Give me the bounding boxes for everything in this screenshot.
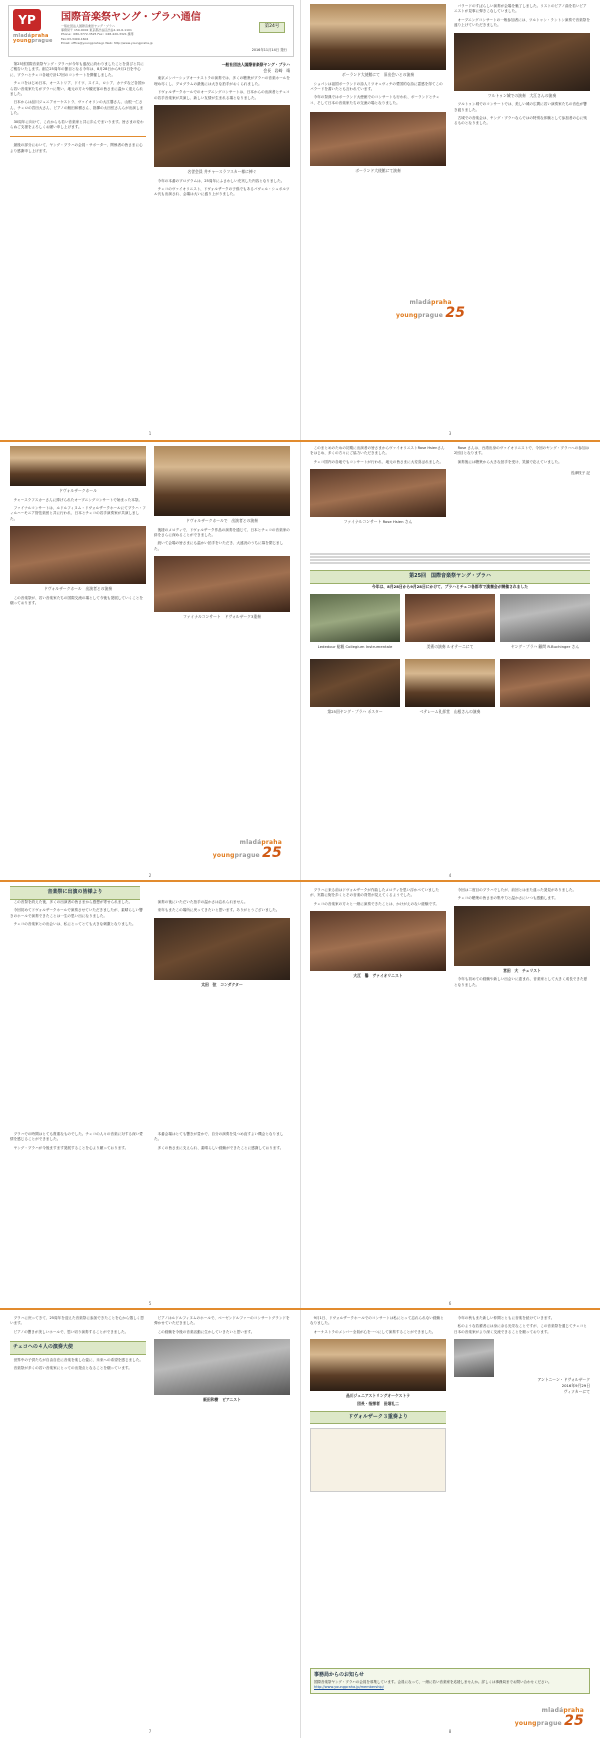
photo-caption: ツルトゥン城での演奏 大江さんの演奏	[487, 92, 557, 98]
section-title: チェコへの４人の演奏大使	[10, 1341, 146, 1355]
paragraph: ピアノの響きが美しいホールで、思い切り演奏することができました。	[13, 1329, 129, 1334]
issue-badge: 第24号	[259, 22, 285, 33]
photo-pianist	[154, 1339, 290, 1395]
section-title: 音楽祭に出演の皆様より	[10, 886, 140, 900]
paragraph: ドヴォルザークホールでのオープニングコンサートは、日本からの出演者とチェコの若手音楽家が共演し、新しい友情が生まれる場となりました。	[154, 90, 290, 100]
festival-logo: mladápraha youngprague 25	[396, 299, 466, 321]
festival-logo: mladápraha youngprague 25	[514, 1707, 584, 1729]
paragraph: 今年の秋もまた新しい仲間とともに音楽を続けていきます。	[457, 1316, 555, 1320]
section-title: ドヴォルザーク３重奏より	[310, 1411, 446, 1425]
photo-caption: ドヴォルザークホール 出演者との演奏	[43, 586, 113, 592]
paragraph: この経験を今後の音楽活動に生かしていきたいと思います。	[157, 1329, 255, 1334]
gallery-item: ヤング・プラハ 顧問 R.Buchinger さん	[500, 594, 590, 654]
newsletter-title: 国際音楽祭ヤング・プラハ通信	[61, 12, 201, 23]
photo-hall	[10, 446, 146, 486]
paragraph: 今年の本番のプログラムは、25周年にふさわしい充実した内容となりました。	[157, 178, 285, 183]
p5-col4	[154, 1132, 290, 1154]
music-staff-decoration	[310, 550, 590, 566]
page-number: 3	[448, 431, 452, 436]
paragraph: 30周年に向けて、これからも若い音楽家と共に歩んでまいります。皆さまの変わらぬご支援をよろしくお願い申し上げます。	[10, 119, 144, 129]
letter-date: 2016年9月29日	[561, 1382, 590, 1388]
page-number: 2	[148, 873, 152, 878]
paragraph: ショパンは祖国ポーランドの詩人ミツキェヴィチの愛国的な詩に霊感を得てこのバラードを書いたとも言われています。	[310, 81, 443, 92]
paragraph: プラハに戻ってきて、25周年を迎えた音楽祭に参加できたことを心から嬉しく思います。	[10, 1316, 144, 1326]
photo-cellist	[454, 906, 590, 966]
page-7	[0, 1308, 301, 1738]
gallery-item	[500, 659, 590, 719]
paragraph: 今回初めてドヴォルザークホールで演奏させていただきましたが、素晴らしい響きのホールで演奏できたことは一生の思い出になりました。	[10, 908, 143, 918]
p1-col2	[154, 62, 290, 201]
page-2	[0, 440, 301, 882]
p3-col1	[310, 4, 446, 178]
letter-place: ヴィソカーにて	[563, 1388, 590, 1394]
photo-caption: 宮田 大 チェリスト	[503, 967, 541, 973]
page-1	[0, 0, 301, 440]
paragraph: この音楽祭が、若い音楽家たちの国際交流の場として今後も発展していくことを願っております。	[10, 595, 143, 606]
p6-col1	[310, 888, 446, 991]
p4-col1	[310, 446, 446, 529]
paragraph: 日本からは品川ジュニアオーケストラ、ヴァイオリンの大江馨さん、山根一仁さん、チェロの宮田大さん、ピアノの飯田和樹さん、指揮の太田弦さんらが出演しました。	[10, 100, 144, 116]
photo-violinist	[310, 911, 446, 971]
p1-col1	[10, 62, 146, 201]
paragraph: ファイナルコンサートは、ルドルフィヌム・ドヴォルザークホールにてプラハ・フィルハーモニア管弦楽団と共に行われ、日本とチェコの若手演奏家が共演しました。	[10, 506, 146, 521]
paragraph: 多くの皆さまに支えられ、素晴らしい経験ができたことに感謝しております。	[157, 1145, 284, 1150]
paragraph: チェコをはじめ日本、オーストリア、ドイツ、スイス、ロシア、カナダなど各国から若い音楽家たちがプラハに集い、地元の方々や観光客の皆さまに温かく迎えられました。	[10, 81, 146, 96]
p8-col2	[454, 1316, 590, 1492]
masthead-logo: YP mladápraha youngprague	[13, 9, 55, 53]
paragraph: 今回は二度目のプラハでしたが、前回とはまた違った発見がありました。	[457, 888, 577, 892]
gallery-item: Lededour 総観 Collegium Instrumentale	[310, 594, 400, 654]
page-number: 1	[148, 431, 152, 436]
issue-date: 2016年11月14日 発行	[251, 47, 287, 52]
paragraph: チェコの音楽家の方々と一緒に演奏できたことは、かけがえのない経験です。	[313, 901, 439, 906]
handwritten-letter	[310, 1428, 446, 1492]
photo-caption: ボーランド大使館にて演奏	[355, 168, 401, 174]
page-4	[300, 440, 600, 882]
page-number: 7	[148, 1729, 152, 1734]
paragraph: チェコ国内の各地でもコンサートが行われ、地元の皆さまに大変喜ばれました。	[313, 459, 444, 464]
page-number: 6	[448, 1301, 452, 1306]
section-subtitle: 今年は、8月28日から9月28日にかけて、プラハとチェコ各都市で演奏会が開催されました	[371, 584, 529, 589]
page-5	[0, 880, 301, 1310]
p2-col2	[154, 446, 290, 624]
photo-organ	[154, 446, 290, 516]
paragraph: チェコのヴァイオリニスト、ドヴォルザークの子孫でもあるパヴェル・シュポルツル氏も出演され、会場は大いに盛り上がりました。	[154, 187, 290, 197]
notice-link[interactable]: http://www.youngpraha.jp/membership/	[314, 1684, 384, 1689]
page-number: 8	[448, 1729, 452, 1734]
paragraph: 演奏の後にいただいた拍手の温かさは忘れられません。	[157, 900, 248, 904]
page-number: 4	[448, 873, 452, 878]
photo-caption: ドヴォルザークホール	[59, 488, 97, 493]
photo-caption: 団長・指揮者 田畑礼二	[357, 1400, 399, 1406]
photo-caption: 飯田和樹 ピアニスト	[203, 1397, 241, 1403]
paragraph: オープニングコンサートの一般参加者には、ツルトゥン・ラントン演奏で音楽祭を盛り上げていただきました。	[454, 17, 590, 28]
paragraph: バラードのすばらしい演奏が会場を魅了しました。リストのピアノ曲を若いピアニストが見事に弾きこなしていました。	[454, 4, 587, 14]
paragraph: 最後の部分において、ヤング・プラハの会員・サポーター、関係者の皆さまに心より感謝申し上げます。	[10, 143, 143, 153]
photo-flowers	[154, 105, 290, 167]
p5-col2	[154, 900, 290, 991]
paragraph: チャースラフスカーさんに捧げられたオープニングコンサートで始まった本祭。	[13, 497, 143, 502]
paragraph: 本番会場はとても響きが豊かで、自分の演奏を見つめ直すよい機会となりました。	[154, 1132, 284, 1142]
photo-concert	[10, 526, 146, 584]
festival-logo: mladápraha youngprague 25	[212, 839, 282, 861]
paragraph: 来年もまたこの場所に戻ってきたいと思います。ありがとうございました。	[157, 908, 280, 913]
page-3	[300, 0, 600, 440]
greeting-author: 会長 岩崎 靖	[263, 67, 290, 73]
masthead	[8, 5, 294, 57]
photo-caption: ドヴォルザークホールで 出演者との演奏	[186, 518, 258, 523]
paragraph: 古城での音楽会は、ヤング・プラハならではの特別な体験として参加者の心に残るものとなりました。	[454, 116, 587, 126]
paragraph: チェコの音楽家との出会いは、私にとってとても大きな刺激となりました。	[13, 922, 136, 927]
section-title: 第25回 国際音楽祭ヤング・プラハ	[310, 570, 590, 584]
paragraph: 音楽祭が多くの若い音楽家にとっての出発点となることを願っています。	[13, 1366, 132, 1371]
gallery-item: 美術の演奏 ルオテーニにて	[405, 594, 495, 654]
paragraph: 私のような若輩者には身に余る光栄なことですが、この音楽祭を通じてチェコと日本の音楽家がより深く交流できることを願っております。	[454, 1324, 587, 1334]
photo-caption: ファイナルコンサート Rose Hsien さん	[343, 519, 413, 525]
photo-caption: 品川ジュニアストリングオーケストラ	[345, 1393, 411, 1399]
paragraph: 今年の祭典ではポーランド大使館でのコンサートも行われ、ポーランドとチェコ、そして日本の音楽家たちの交流の場となりました。	[310, 95, 440, 105]
p6-col2	[454, 888, 590, 991]
p3-col2	[454, 4, 590, 178]
notice-box	[310, 1668, 590, 1694]
page-8	[300, 1308, 600, 1738]
p5-col3	[10, 1132, 146, 1154]
paragraph: 世界中の子供たちが自由自在に音楽を楽しむ姿に、未来への希望を感じました。	[13, 1357, 143, 1362]
photo-embassy	[310, 4, 446, 70]
paragraph: 東京メンバーシップオーケストラの演奏では、多くの聴衆がプラハの音楽ホールを埋め尽くし、プログラムの最後には大きな拍手がおくられました。	[154, 76, 290, 86]
photo-castle	[454, 33, 590, 91]
paragraph: ツルトゥン城でのコンサートでは、美しい城の広間に若い演奏家たちの音色が響き渡りました。	[454, 102, 587, 112]
photo-caption: 太田 弦 コンダクター	[201, 981, 243, 987]
org-info: 一般社団法人国際音楽祭ヤング・プラハ 事務局〒 150-0002 東京都渋谷区渋谷2-10-6-1101 Phone：080-3772-3525 Fax：048-420-3321 携帯 Fax:03-3499-1604 Email: office@youngpraha.jp Web: http://www.youngpraha.jp	[61, 24, 153, 45]
photo-embassy-2	[310, 112, 446, 166]
p7-col1	[10, 1316, 146, 1407]
paragraph: この音祭を終えた後、多くの出演者の皆さまから感想が寄せられました。	[13, 900, 133, 904]
page-6	[300, 880, 600, 1310]
paragraph: 9月1日、ドヴォルザークホールでのコンサートは私にとって忘れられない経験となりました。	[310, 1316, 444, 1326]
page-number: 5	[148, 1301, 152, 1306]
photo-conductor	[154, 918, 290, 980]
paragraph: このまとめのための初期に出演者の皆さまからヴァイオリニストRose Hsienさんをはじめ、多くの方々にご協力いただきました。	[310, 446, 445, 456]
paragraph: チェコの聴衆の皆さまの集中力と温かさにいつも感動します。	[457, 896, 558, 901]
photo-final	[310, 469, 446, 517]
notice-title: 事務局からのお知らせ	[314, 1672, 364, 1678]
photo-gallery	[310, 594, 590, 718]
photo-orchestra	[310, 1339, 446, 1391]
signature: 長津枝子 記	[570, 471, 590, 476]
photo-trio	[154, 556, 290, 612]
paragraph: ヤング・プラハが今後ますます発展することを心より願っております。	[13, 1145, 129, 1150]
paragraph: Rose さんは、台湾出身のヴァイオリニストで、今回のヤング・プラハへの参加は2回目となります。	[454, 446, 590, 456]
paragraph: 後援のメロディで、ドヴォルザーク作品の演奏を通じて、日本とチェコの音楽家の絆をさらに深めることができました。	[154, 527, 290, 538]
photo-caption: ボーランド大使館にて 旧出会いとの演奏	[341, 72, 415, 77]
paragraph: ピアノはルドルフィヌムのホールで、ベーゼンドルファーのコンサートグランドを弾かせていただきました。	[154, 1316, 290, 1326]
p4-col2	[454, 446, 590, 529]
p7-col2	[154, 1316, 290, 1407]
p8-col1	[310, 1316, 446, 1492]
gallery-item: 第25回ヤング・プラハ ポスター	[310, 659, 400, 719]
greeting-title: 一般社団法人国際音楽祭ヤング・プラハ	[221, 62, 290, 67]
paragraph: 今年も初めての経験や新しい出会いに恵まれ、音楽家として大きく成長できた夏となりました。	[454, 977, 588, 987]
photo-caption: ファイナルコンサート ドヴォルザーク3重奏	[183, 614, 261, 620]
paragraph: オーケストラのメンバー全員が心を一つにして演奏することができました。	[313, 1329, 436, 1334]
photo-caption: 名誉会員 井チャースラフスカー様に捧ぐ	[187, 168, 257, 174]
paragraph: 続いて会場の皆さまにも温かい拍手をいただき、大盛況のうちに幕を閉じました。	[154, 541, 284, 551]
paragraph: 第25回国際音楽祭ヤング・プラハが今年も盛況に終わりましたことを喜びと共にご報告いたします。創立25周年の節目となる今年は、8月28日から9月1日を中心に、プラハとチェコ各地で計17回のコンサートを開催しました。	[10, 62, 144, 77]
portrait-photo	[454, 1339, 494, 1377]
p2-col1	[10, 446, 146, 624]
paragraph: プラハでの時間はとても貴重なものでした。チェコの人々の音楽に対する深い愛情を感じることができました。	[10, 1132, 143, 1142]
paragraph: プラハに来る前はドヴォルザークが作曲したメロディを思い浮かべていましたが、実際に街を歩くとその音楽の背景が見えてくるようでした。	[310, 888, 439, 898]
notice-body: 国際音楽祭ヤング・プラハの会員を募集しています。会員になって、一緒に若い音楽家を応援しませんか。詳しくは事務局までお問い合わせください。	[314, 1679, 552, 1684]
letter-author: アントニーン・ドヴォルザーク	[537, 1377, 590, 1383]
photo-caption: 大江 馨 ヴァイオリニスト	[353, 973, 403, 979]
paragraph: 演奏後には聴衆から大きな拍手を受け、笑顔で応えていました。	[457, 459, 562, 464]
gallery-item: ベテレーム礼拝堂 山根さんの演奏	[405, 659, 495, 719]
p5-col1	[10, 900, 146, 991]
